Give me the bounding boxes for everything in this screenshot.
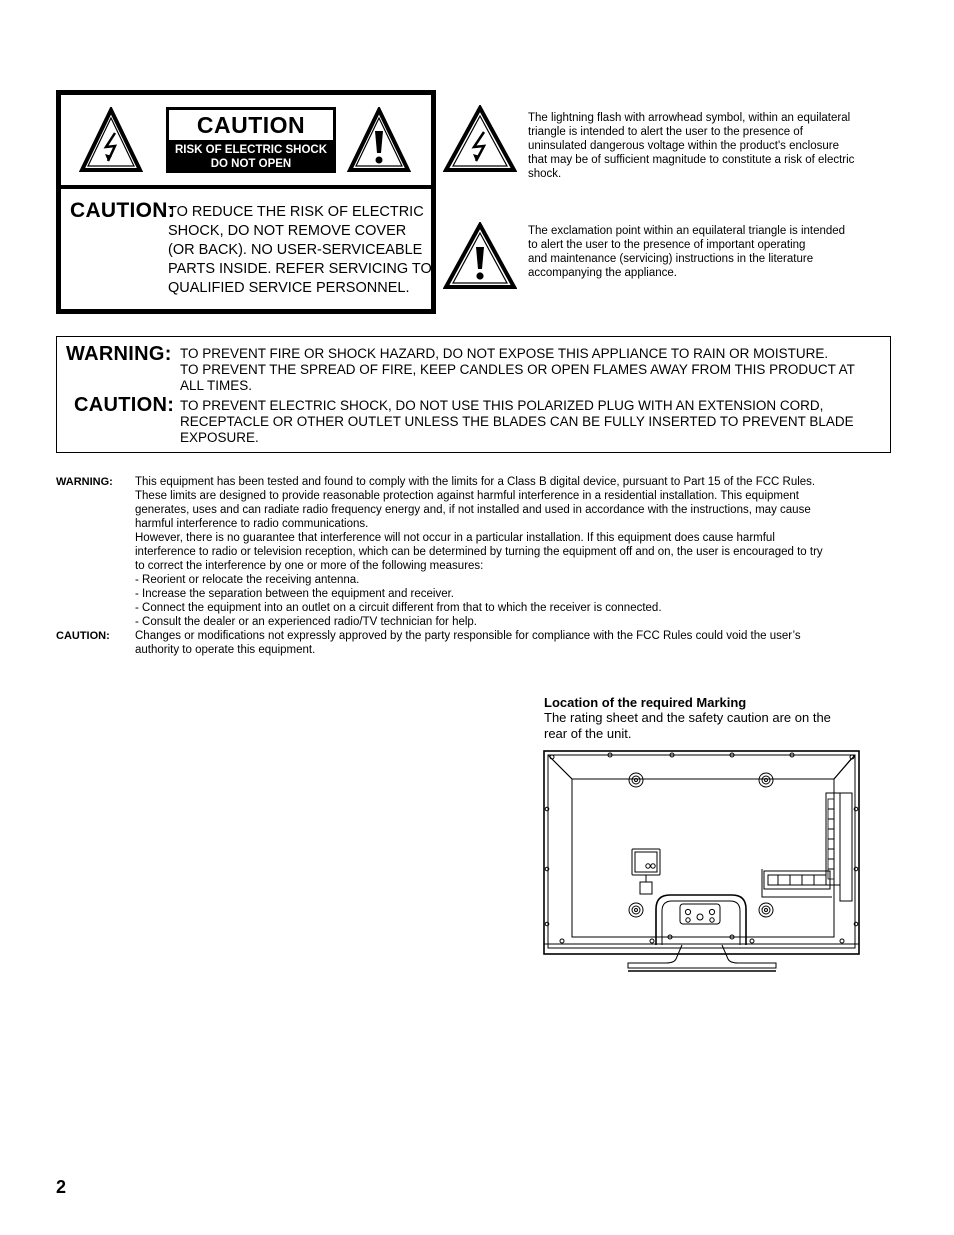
description-line: triangle is intended to alert the user to the presence of [528, 126, 803, 138]
exclamation-description [528, 224, 898, 280]
exclamation-triangle-icon [443, 222, 517, 290]
caution-line: EXPOSURE. [180, 430, 259, 445]
fcc-line: to correct the interference by one or more of the following measures: [135, 560, 484, 572]
fcc-line: generates, uses and can radiate radio frequency energy and, if not installed and used in accordance with the instructions, may cause [135, 504, 811, 516]
caution-line: QUALIFIED SERVICE PERSONNEL. [168, 280, 410, 296]
description-line: to alert the user to the presence of important operating [528, 239, 806, 251]
fcc-line: harmful interference to radio communications. [135, 518, 369, 530]
fcc-line: - Reorient or relocate the receiving antenna. [135, 574, 360, 586]
fcc-line: These limits are designed to provide reasonable protection against harmful interference in a residential installation. This equipment [135, 490, 799, 502]
caution-line: PARTS INSIDE. REFER SERVICING TO [168, 261, 432, 277]
fcc-warning-heading: WARNING: [56, 476, 113, 488]
warning-line: ALL TIMES. [180, 378, 253, 393]
exclamation-triangle-icon [347, 107, 411, 173]
caution-box-bottom [61, 189, 431, 309]
marking-title: Location of the required Marking [544, 695, 747, 710]
description-line: The exclamation point within an equilateral triangle is intended [528, 225, 846, 237]
description-line: that may be of sufficient magnitude to constitute a risk of electric [528, 154, 855, 166]
description-line: and maintenance (servicing) instructions in the literature [528, 253, 814, 265]
warning-line: TO PREVENT THE SPREAD OF FIRE, KEEP CANDLES OR OPEN FLAMES AWAY FROM THIS PRODUCT AT [180, 362, 855, 377]
caution-line: TO REDUCE THE RISK OF ELECTRIC [168, 204, 424, 220]
caution-line: RECEPTACLE OR OTHER OUTLET UNLESS THE BLADES CAN BE FULLY INSERTED TO PREVENT BLADE [180, 414, 854, 429]
description-line: shock. [528, 168, 562, 180]
caution-line: (OR BACK). NO USER-SERVICEABLE [168, 242, 423, 258]
lightning-triangle-icon [79, 107, 143, 173]
fcc-line: This equipment has been tested and found to comply with the limits for a Class B digital device, pursuant to Part 15 of the FCC Rules. [135, 476, 816, 488]
lightning-triangle-icon [443, 105, 517, 173]
warning-line: TO PREVENT FIRE OR SHOCK HAZARD, DO NOT EXPOSE THIS APPLIANCE TO RAIN OR MOISTURE. [180, 346, 829, 361]
caution-label-title: CAUTION [169, 110, 333, 140]
description-line: accompanying the appliance. [528, 267, 677, 279]
description-line: The lightning flash with arrowhead symbol, within an equilateral [528, 112, 851, 124]
caution-box [56, 90, 436, 314]
warning-heading: WARNING: [66, 343, 172, 365]
caution-label [166, 107, 336, 173]
fcc-line: authority to operate this equipment. [135, 644, 316, 656]
lightning-description [528, 111, 898, 181]
warning-box [56, 336, 891, 453]
caution-heading: CAUTION: [70, 199, 176, 222]
caution-box-top [61, 95, 431, 185]
fcc-line: However, there is no guarantee that interference will not occur in a particular installation. If this equipment does cause harmful [135, 532, 775, 544]
caution-label-line-2: DO NOT OPEN [210, 158, 292, 170]
caution-heading: CAUTION: [74, 394, 175, 416]
caution-label-line-1: RISK OF ELECTRIC SHOCK [174, 144, 328, 156]
fcc-line: interference to radio or television reception, which can be determined by turning the equipment off and on, the user is encouraged to try [135, 546, 823, 558]
fcc-line: - Increase the separation between the equipment and receiver. [135, 588, 455, 600]
tv-rear-view-icon [542, 749, 862, 975]
caution-line: TO PREVENT ELECTRIC SHOCK, DO NOT USE THIS POLARIZED PLUG WITH AN EXTENSION CORD, [180, 398, 824, 413]
fcc-line: - Consult the dealer or an experienced radio/TV technician for help. [135, 616, 478, 628]
caution-line: SHOCK, DO NOT REMOVE COVER [168, 223, 407, 239]
marking-line: rear of the unit. [544, 726, 632, 741]
fcc-line: - Connect the equipment into an outlet on a circuit different from that to which the receiver is connected. [135, 602, 662, 614]
marking-line: The rating sheet and the safety caution are on the [544, 710, 831, 725]
page-number: 2 [56, 1177, 67, 1197]
fcc-line: Changes or modifications not expressly approved by the party responsible for compliance with the FCC Rules could void the user’s [135, 630, 801, 642]
fcc-caution-heading: CAUTION: [56, 630, 110, 642]
description-line: uninsulated dangerous voltage within the product's enclosure [528, 140, 839, 152]
